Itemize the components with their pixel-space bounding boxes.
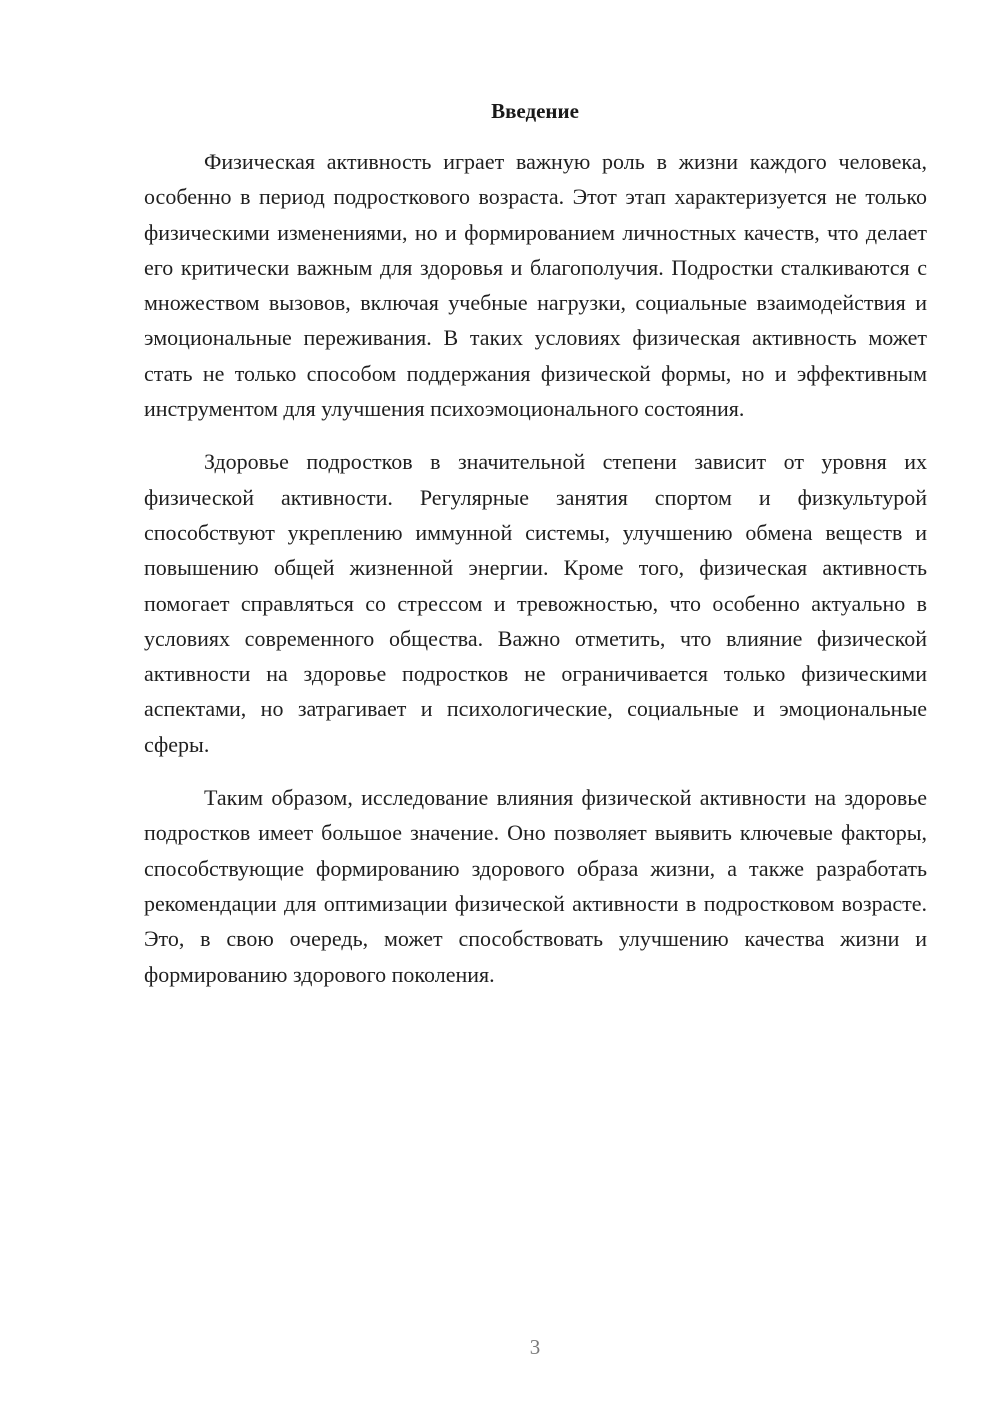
page-number: 3 (529, 1335, 541, 1359)
paragraph-2: Здоровье подростков в значительной степени зависит от уровня их физической активности. Регулярные занятия спортом и физкультурой способствуют укреплению иммунной системы, улучшению обмена веществ и повышению общей жизненной энергии. Кроме того, физическая активность помогает справляться со стрессом и тревожностью, что особенно актуально в условиях современного общества. Важно отметить, что влияние физической активности на здоровье подростков не ограничивается только физическими аспектами, но затрагивает и психологические, социальные и эмоциональные сферы. (144, 449, 927, 757)
body-text (144, 144, 927, 1010)
paragraph-1: Физическая активность играет важную роль в жизни каждого человека, особенно в период подросткового возраста. Этот этап характеризуется не только физическими изменениями, но и формированием личностных качеств, что делает его критически важным для здоровья и благополучия. Подростки сталкиваются с множеством вызовов, включая учебные нагрузки, социальные взаимодействия и эмоциональные переживания. В таких условиях физическая активность может стать не только способом поддержания физической формы, но и эффективным инструментом для улучшения психоэмоционального состояния. (144, 149, 927, 422)
section-heading: Введение (491, 99, 579, 123)
paragraph-3: Таким образом, исследование влияния физической активности на здоровье подростков имеет большое значение. Оно позволяет выявить ключевые факторы, способствующие формированию здорового образа жизни, а также разработать рекомендации для оптимизации физической активности в подростковом возрасте. Это, в свою очередь, может способствовать улучшению качества жизни и формированию здорового поколения. (144, 785, 927, 987)
